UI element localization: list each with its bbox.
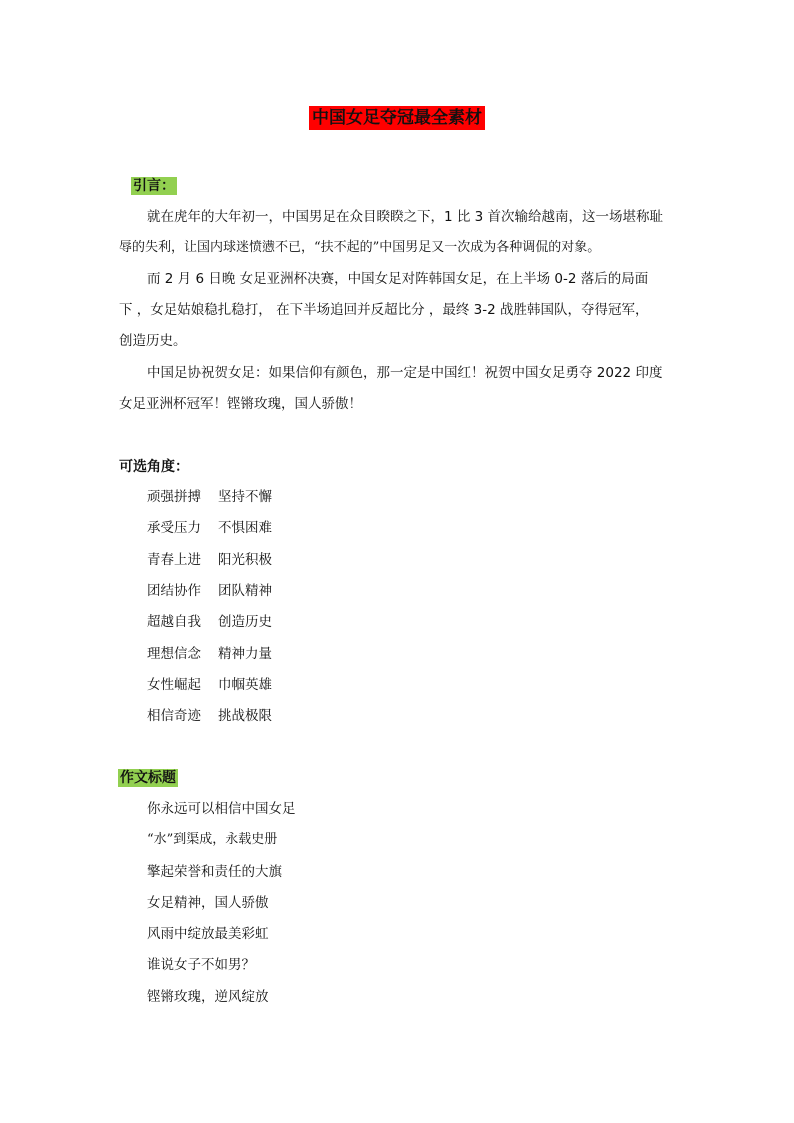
intro-line: 下 ，女足姑娘稳扎稳打， 在下半场追回并反超比分 ，最终 3-2 战胜韩国队，夺得冠军， <box>119 302 649 318</box>
titles-heading: 作文标题 <box>120 770 176 786</box>
angle-b: 坚持不懈 <box>218 489 272 505</box>
intro-line: 辱的失利，让国内球迷愤懑不已，“扶不起的”中国男足又一次成为各种调侃的对象。 <box>119 240 601 255</box>
intro-line: 中国足协祝贺女足：如果信仰有颜色，那一定是中国红！祝贺中国女足勇夺 2022 印度 <box>147 365 663 381</box>
angle-item <box>147 613 272 631</box>
angle-a: 顽强拼搏 <box>147 489 201 505</box>
title-item: 擎起荣誉和责任的大旗 <box>147 864 282 880</box>
angle-b: 不惧困难 <box>218 520 272 536</box>
angle-b: 挑战极限 <box>218 708 272 724</box>
intro-heading: 引言： <box>133 178 175 194</box>
angle-b: 团队精神 <box>218 583 272 599</box>
angle-item <box>147 551 272 569</box>
angle-item <box>147 519 272 537</box>
angle-a: 相信奇迹 <box>147 708 201 724</box>
angle-a: 女性崛起 <box>147 677 201 693</box>
title-wrap <box>0 106 794 130</box>
angle-a: 超越自我 <box>147 614 201 630</box>
angle-item <box>147 488 272 506</box>
angle-a: 理想信念 <box>147 646 201 662</box>
title-item: 女足精神，国人骄傲 <box>147 895 269 911</box>
angle-b: 精神力量 <box>218 646 272 662</box>
title-item: 铿锵玫瑰，逆风绽放 <box>147 989 269 1005</box>
title-item: 你永远可以相信中国女足 <box>147 801 296 817</box>
title-item: 风雨中绽放最美彩虹 <box>147 926 269 942</box>
intro-line: 而 2 月 6 日晚 女足亚洲杯决赛，中国女足对阵韩国女足，在上半场 0-2 落后的局面 <box>147 271 649 287</box>
angle-item <box>147 676 272 694</box>
intro-line: 女足亚洲杯冠军！铿锵玫瑰，国人骄傲！ <box>119 396 362 412</box>
angles-heading: 可选角度： <box>119 459 189 475</box>
intro-line: 就在虎年的大年初一，中国男足在众目睽睽之下，1 比 3 首次输给越南，这一场堪称耻 <box>147 209 664 225</box>
angle-b: 巾帼英雄 <box>218 677 272 693</box>
angle-a: 团结协作 <box>147 583 201 599</box>
document-title: 中国女足夺冠最全素材 <box>309 106 485 130</box>
angle-b: 阳光积极 <box>218 552 272 568</box>
angle-item <box>147 707 272 725</box>
title-item: “水”到渠成，永载史册 <box>147 832 278 847</box>
title-item: 谁说女子不如男？ <box>147 957 255 973</box>
intro-line: 创造历史。 <box>119 333 187 349</box>
angle-item <box>147 582 272 600</box>
angle-a: 承受压力 <box>147 520 201 536</box>
angle-a: 青春上进 <box>147 552 201 568</box>
angle-item <box>147 645 272 663</box>
angle-b: 创造历史 <box>218 614 272 630</box>
